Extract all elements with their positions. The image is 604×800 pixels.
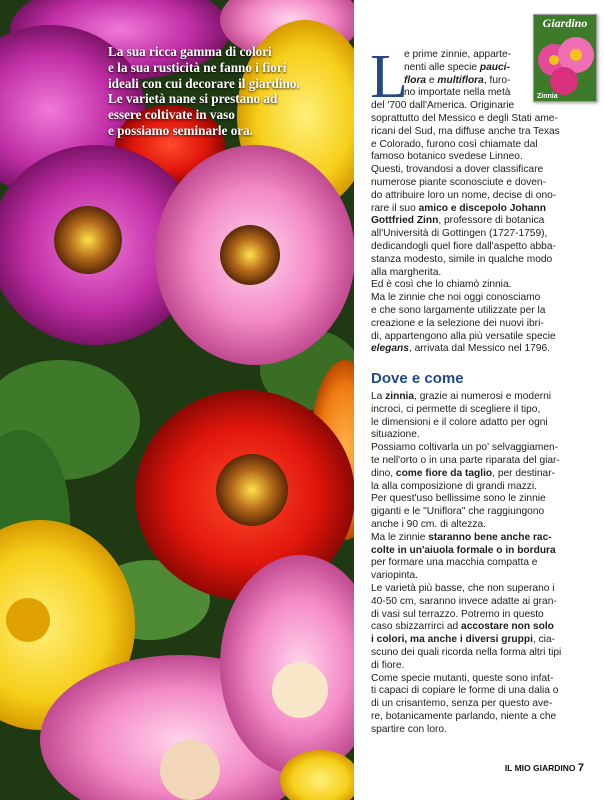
text-run: ricani del Sud, ma diffuse anche tra Texas	[371, 125, 560, 137]
caption-line: Le varietà nane si prestano ad	[108, 91, 278, 107]
text-line	[371, 609, 600, 622]
text-run: soprattutto del Messico e degli Stati ame-	[371, 112, 558, 124]
text-run: dedicandogli quel fiore dall'aspetto abba-	[371, 240, 556, 252]
text-line	[371, 481, 600, 494]
text-run: famoso botanico svedese Linneo.	[371, 151, 523, 163]
text-line	[371, 634, 600, 647]
emphasis-run: Gottfried Zinn	[371, 215, 439, 227]
text-run: la alla composizione di grandi mazzi.	[371, 480, 537, 492]
text-run: di vasi sul terrazzo. Potremo in questo	[371, 608, 544, 620]
cover-subtitle: Zinnia	[537, 93, 558, 100]
text-line	[371, 75, 600, 88]
section-heading: Dove e come	[371, 370, 464, 387]
text-run: per formare una macchia compatta e	[371, 557, 538, 569]
text-line	[371, 190, 600, 203]
text-run: di fiore.	[371, 659, 405, 671]
text-run: Per quest'uso bellissime sono le zinnie	[371, 493, 546, 505]
section-paragraphs	[371, 391, 600, 737]
text-run: nenti alle specie	[404, 61, 480, 73]
text-line	[371, 100, 600, 113]
text-line	[371, 698, 600, 711]
text-line	[371, 596, 600, 609]
text-run: no importate nella metà	[404, 87, 511, 99]
text-line	[371, 391, 600, 404]
text-run: do attribuire loro un nome, decise di ono-	[371, 189, 557, 201]
text-run: e Colorado, furono così chiamate dal	[371, 138, 538, 150]
text-run: spartire con loro.	[371, 723, 447, 735]
emphasis-run: flora	[404, 74, 427, 86]
text-line	[371, 429, 600, 442]
text-run: all'Università di Gottingen (1727-1759),	[371, 228, 548, 240]
text-line	[371, 279, 600, 292]
text-line	[371, 455, 600, 468]
text-line	[371, 724, 600, 737]
text-line	[371, 254, 600, 267]
cover-title: Giardino	[542, 16, 588, 30]
text-line	[371, 113, 600, 126]
text-line	[371, 417, 600, 430]
photo-caption	[108, 44, 348, 139]
text-run: Ma le zinnie	[371, 531, 429, 543]
text-line	[371, 228, 600, 241]
text-run: situazione.	[371, 429, 420, 441]
text-run: di un crisantemo, senza per questo ave-	[371, 698, 553, 710]
text-line	[371, 126, 600, 139]
page-number: 7	[577, 762, 584, 774]
text-run: Possiamo coltivarla un po' selvaggiamen-	[371, 442, 559, 454]
text-run: variopinta.	[371, 570, 419, 582]
text-line	[371, 673, 600, 686]
caption-line: e possiamo seminarle ora.	[108, 122, 254, 138]
caption-line: ideali con cui decorare il giardino.	[108, 75, 300, 91]
text-line	[371, 305, 600, 318]
text-run: alla margherita.	[371, 266, 442, 278]
text-line	[371, 557, 600, 570]
text-run: stanza modesto, simile in qualche modo	[371, 253, 553, 265]
text-run: Come specie mutanti, queste sono infat-	[371, 672, 554, 684]
emphasis-run: pauci-	[479, 61, 510, 73]
text-line	[371, 151, 600, 164]
caption-line: La sua ricca gamma di colori	[108, 44, 272, 59]
text-run: , arrivata dal Messico nel 1796.	[408, 343, 550, 355]
text-run: , professore di botanica	[438, 215, 545, 227]
text-line	[371, 711, 600, 724]
emphasis-run: colte in un'aiuola formale o in bordura	[371, 544, 556, 556]
text-line	[371, 62, 600, 75]
emphasis-run: accostare non solo	[461, 621, 554, 633]
text-run: le dimensioni e il colore adatto per ogni	[371, 416, 548, 428]
text-line	[371, 177, 600, 190]
text-line	[371, 621, 600, 634]
text-line	[371, 139, 600, 152]
text-run: e che sono largamente utilizzate per la	[371, 304, 546, 316]
text-line	[371, 49, 600, 62]
text-line	[371, 292, 600, 305]
text-run: , per destinar-	[492, 467, 556, 479]
text-line	[371, 519, 600, 532]
magazine-name: IL MIO GIARDINO	[504, 763, 576, 773]
text-run: , furo-	[483, 74, 511, 86]
text-line	[371, 468, 600, 481]
text-line	[371, 404, 600, 417]
text-run: , grazie ai numerosi e moderni	[414, 391, 552, 402]
text-run: e	[426, 74, 438, 86]
emphasis-run: staranno bene anche rac-	[428, 531, 552, 543]
emphasis-run: zinnia	[385, 391, 415, 402]
text-run: ti capaci di copiare le forme di una dalia o	[371, 685, 559, 697]
text-run: re, botanicamente parlando, niente a che	[371, 710, 557, 722]
text-run: incroci, ci permette di scegliere il tipo,	[371, 403, 541, 415]
text-run: 40-50 cm, saranno invece adatte ai gran-	[371, 595, 557, 607]
text-line	[371, 318, 600, 331]
text-line	[371, 506, 600, 519]
text-run: creazione e la selezione dei nuovi ibri-	[371, 317, 544, 329]
text-line	[371, 545, 600, 558]
caption-line: e la sua rusticità ne fanno i fiori	[108, 59, 287, 75]
text-run: Questi, trovandosi a dover classificare	[371, 164, 544, 176]
text-line	[371, 343, 600, 356]
text-line	[371, 570, 600, 583]
text-run: dino,	[371, 467, 396, 479]
intro-paragraphs	[370, 43, 600, 356]
text-run: La	[371, 391, 386, 402]
text-run: anche i 90 cm. di altezza.	[371, 518, 486, 530]
text-line	[371, 532, 600, 545]
text-line	[371, 87, 600, 100]
text-run: Ed è così che lo chiamò zinnia.	[371, 279, 512, 291]
emphasis-run: elegans	[371, 343, 409, 355]
text-run: rare il suo	[371, 202, 419, 214]
text-line	[371, 660, 600, 673]
emphasis-run: come fiore da taglio	[395, 467, 493, 479]
text-line	[371, 203, 600, 216]
text-line	[371, 493, 600, 506]
caption-line: essere coltivate in vaso	[108, 107, 235, 123]
text-run: e prime zinnie, apparte-	[404, 49, 512, 60]
text-run: , cia-	[532, 634, 555, 646]
text-run: caso sbizzarrirci ad	[371, 621, 462, 633]
text-run: Le varietà più basse, che non superano i	[371, 582, 555, 594]
text-line	[371, 331, 600, 344]
text-run: scuno dei quali ricorda nella forma altri tipi	[371, 646, 562, 658]
text-line	[371, 685, 600, 698]
text-line	[371, 164, 600, 177]
text-line	[371, 583, 600, 596]
emphasis-run: i colori, ma anche i diversi gruppi	[371, 634, 533, 646]
emphasis-run: amico e discepolo Johann	[418, 202, 546, 214]
text-line	[371, 647, 600, 660]
text-run: te nell'orto o in una parte riparata del giar-	[371, 454, 560, 466]
text-run: di, appartengono alla più versatile specie	[371, 330, 556, 342]
text-run: numerose piante sconosciute e doven-	[371, 176, 546, 188]
emphasis-run: multiflora	[437, 74, 484, 86]
drop-cap: L	[370, 43, 408, 111]
text-line	[371, 267, 600, 280]
text-line	[371, 215, 600, 228]
text-line	[371, 241, 600, 254]
text-line	[371, 442, 600, 455]
text-run: giganti e le "Uniflora" che raggiungono	[371, 506, 545, 518]
text-run: Ma le zinnie che noi oggi conosciamo	[371, 292, 541, 304]
text-run: del '700 dall'America. Originarie	[371, 100, 515, 112]
page-footer	[505, 762, 584, 774]
